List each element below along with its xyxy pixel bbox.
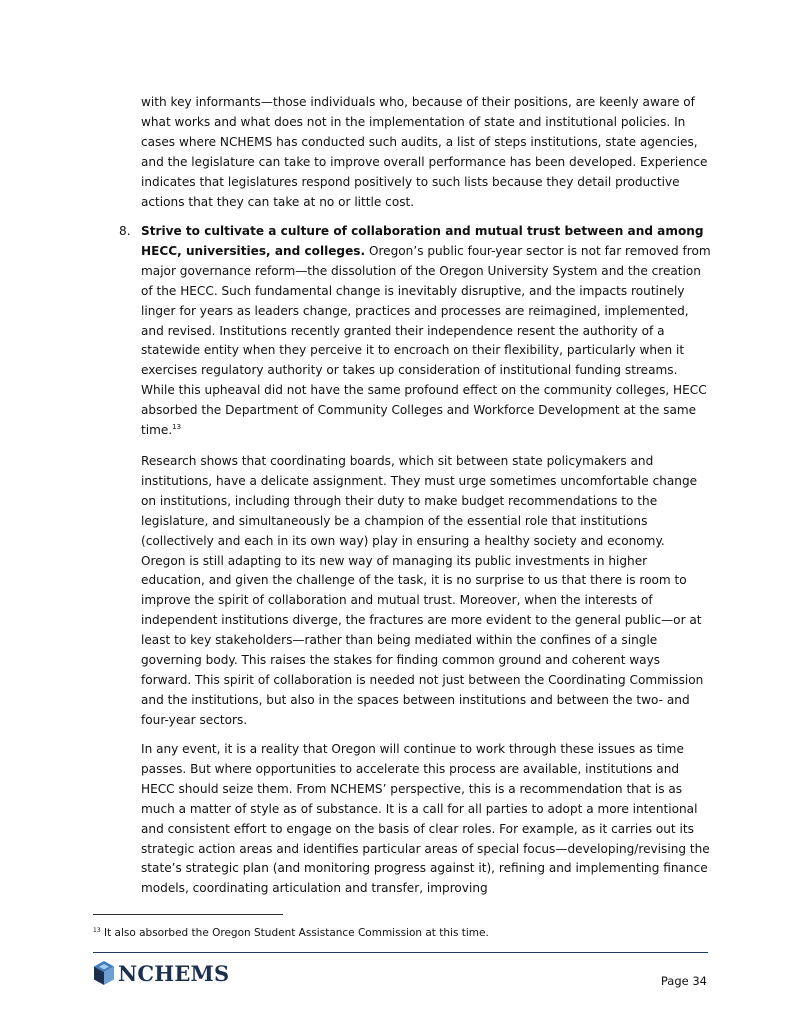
paragraph-coordinating-boards xyxy=(141,452,711,731)
footnote-reference[interactable]: 13 xyxy=(172,423,182,432)
paragraph-text: with key informants—those individuals who, because of their positions, are keenly aware of what works and what does not in the implementation of state and institutional policies. In cases where NCHEMS has conducted such audits, a list of steps institutions, state agencies, and the legislature can take to improve overall performance has been developed. Experience indicates that legislatures respond positively to such lists because they detail productive actions that they can take at no or little cost. xyxy=(141,95,708,209)
footnote-divider xyxy=(93,914,283,915)
footnote xyxy=(93,926,489,940)
paragraph-text: In any event, it is a reality that Oregon will continue to work through these issues as time passes. But where opportunities to accelerate this process are available, institutions and HECC should seize them. From NCHEMS’ perspective, this is a recommendation that is as much a matter of style as of substance. It is a call for all parties to adopt a more intentional and consistent effort to engage on the basis of clear roles. For example, as it carries out its strategic action areas and identifies particular areas of special focus—developing/revising the state’s strategic plan (and monitoring progress against it), refining and implementing finance models, coordinating articulation and transfer, improving xyxy=(141,742,710,896)
nchems-logo xyxy=(93,958,229,988)
logo-wordmark: NCHEMS xyxy=(118,960,230,986)
recommendation-body: Oregon’s public four-year sector is not far removed from major governance reform—the dissolution of the Oregon University System and the creation of the HECC. Such fundamental change is inevitably disruptive, and the impacts routinely linger for years as leaders change, practices and processes are reimagined, implemented, and revised. Institutions recently granted their independence resent the authority of a statewide entity when they perceive it to encroach on their flexibility, particularly when it exercises regulatory authority or takes up consideration of institutional funding streams. While this upheaval did not have the same profound effect on the community colleges, HECC absorbed the Department of Community Colleges and Workforce Development at the same time. xyxy=(141,243,711,438)
recommendation-item-8 xyxy=(119,222,711,441)
footnote-number: 13 xyxy=(93,927,101,934)
paragraph-text: Research shows that coordinating boards, which sit between state policymakers and institutions, have a delicate assignment. They must urge sometimes uncomfortable change on institutions, including through their duty to make budget recommendations to the legislature, and simultaneously be a champion of the essential role that institutions (collectively and each in its own way) play in ensuring a healthy society and economy. Oregon is still adapting to its new way of managing its public investments in higher education, and given the challenge of the task, it is no surprise to us that there is room to improve the spirit of collaboration and mutual trust. Moreover, when the interests of independent institutions diverge, the fractures are more evident to the general public—or at least to key stakeholders—rather than being mediated within the confines of a single governing body. This raises the stakes for finding common ground and coherent ways forward. This spirit of collaboration is needed not just between the Coordinating Commission and the institutions, but also in the spaces between institutions and between the two- and four-year sectors. xyxy=(141,454,704,727)
cube-icon xyxy=(93,960,115,986)
footnote-text: It also absorbed the Oregon Student Assistance Commission at this time. xyxy=(100,927,489,939)
footer-divider xyxy=(93,952,708,953)
page-number: Page 34 xyxy=(660,974,707,988)
list-number: 8. xyxy=(119,224,131,238)
recommendation-text xyxy=(141,222,711,441)
recommendation-heading: Strive to cultivate a culture of collaboration and mutual trust between and among HECC, universities, and colleges. xyxy=(141,224,704,258)
paragraph-any-event xyxy=(141,740,711,899)
paragraph-key-informants xyxy=(141,93,711,212)
